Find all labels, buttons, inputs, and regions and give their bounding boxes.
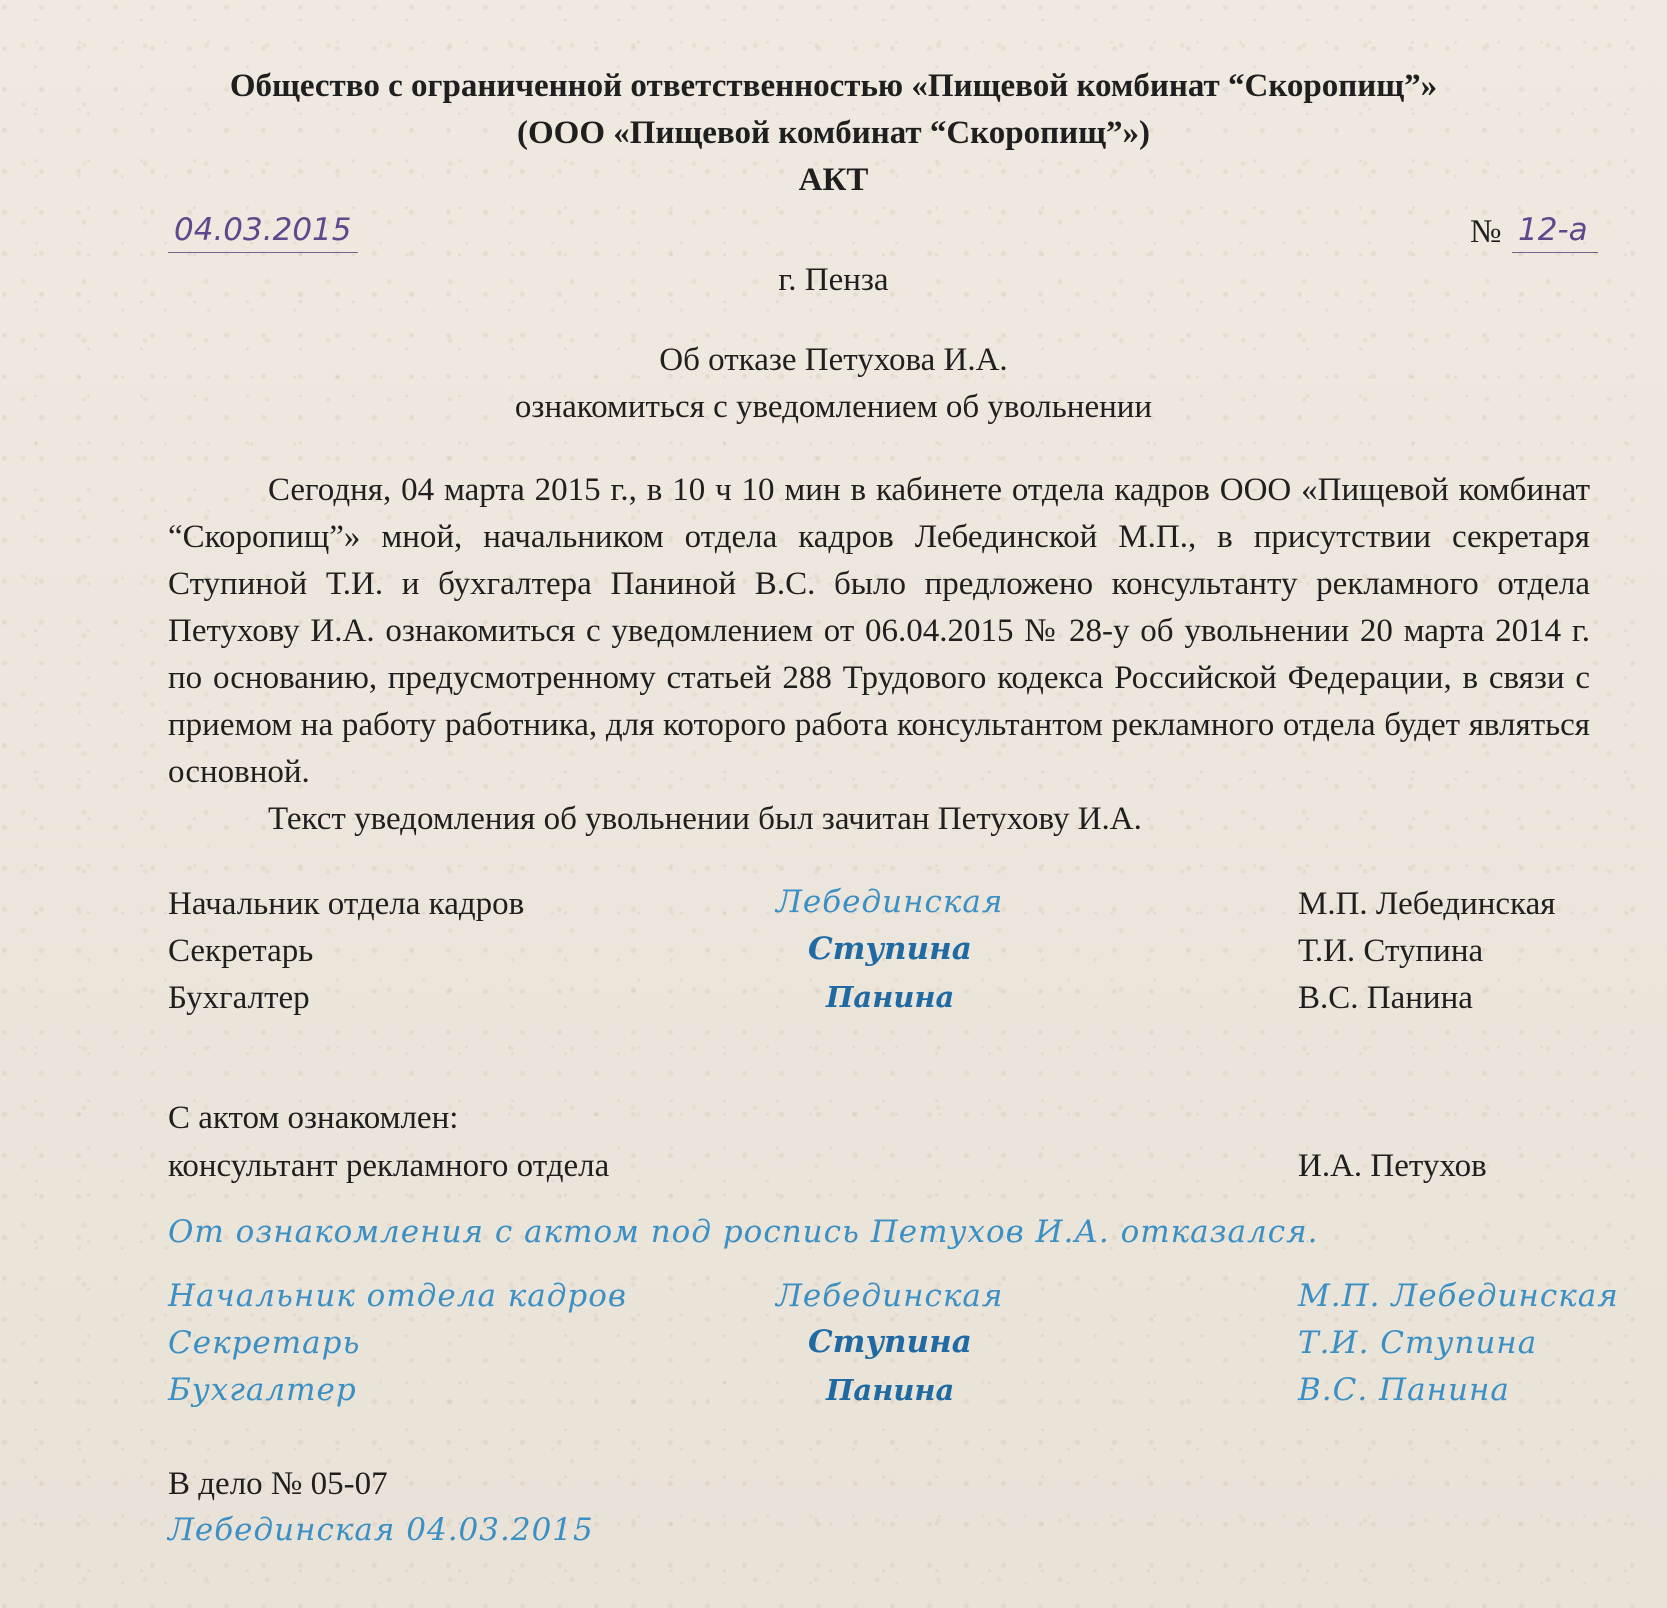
signature-handwritten: Лебединская	[776, 884, 1004, 920]
city: г. Пенза	[778, 262, 889, 298]
signature-handwritten: Ступина	[808, 931, 972, 967]
signer-name: В.С. Панина	[1298, 1372, 1510, 1408]
subject-line-1: Об отказе Петухова И.А.	[659, 342, 1008, 378]
body-paragraph-2: Текст уведомления об увольнении был зачитан Петухову И.А.	[268, 801, 1142, 837]
signer-position: Секретарь	[168, 1325, 361, 1361]
signer-position: Начальник отдела кадров	[168, 1278, 627, 1314]
signer-name: Т.И. Ступина	[1298, 1325, 1538, 1361]
acquainted-position: консультант рекламного отдела	[168, 1148, 610, 1184]
signer-position: Бухгалтер	[168, 1372, 357, 1408]
body-paragraph-1: Сегодня, 04 марта 2015 г., в 10 ч 10 мин в кабинете отдела кадров ООО «Пищевой комбинат “Скоропищ”» мной, начальником отдела кадров Лебединской М.П., в присутствии секретаря Ступиной Т.И. и бухгалтера Паниной В.С. было предложено консультанту рекламного отдела Петухову И.А. ознакомиться с уведомлением от 06.04.2015 № 28-у об увольнении 20 марта 2014 г. по основанию, предусмотренному статьей 288 Трудового кодекса Российской Федерации, в связи с приемом на работу работника, для которого работа консультантом рекламного отдела будет являться основной.	[168, 472, 1590, 790]
acquainted-label: С актом ознакомлен:	[168, 1100, 459, 1136]
signer-position: Начальник отдела кадров	[168, 886, 525, 922]
signer-name: В.С. Панина	[1298, 980, 1473, 1016]
document-date: 04.03.2015	[168, 212, 358, 253]
signer-name: М.П. Лебединская	[1298, 886, 1556, 922]
refusal-note: От ознакомления с актом под роспись Петухов И.А. отказался.	[168, 1214, 1319, 1250]
signature-handwritten: Лебединская	[776, 1278, 1004, 1314]
signer-name: М.П. Лебединская	[1298, 1278, 1619, 1314]
filing-label: В дело № 05-07	[168, 1466, 388, 1502]
org-short-name: (ООО «Пищевой комбинат “Скоропищ”»)	[517, 115, 1150, 151]
subject-line-2: ознакомиться с уведомлением об увольнении	[514, 389, 1153, 425]
signer-name: Т.И. Ступина	[1298, 933, 1484, 969]
document-type: АКТ	[798, 162, 869, 198]
signature-handwritten: Панина	[826, 980, 955, 1014]
signature-handwritten: Панина	[826, 1373, 955, 1407]
filing-note: Лебединская 04.03.2015	[168, 1512, 594, 1548]
document-number: 12-а	[1512, 212, 1598, 253]
acquainted-name: И.А. Петухов	[1298, 1148, 1487, 1184]
org-full-name: Общество с ограниченной ответственностью «Пищевой комбинат “Скоропищ”»	[229, 68, 1438, 104]
number-label: №	[1470, 214, 1502, 250]
signer-position: Бухгалтер	[168, 980, 310, 1016]
signer-position: Секретарь	[168, 933, 314, 969]
signature-handwritten: Ступина	[808, 1324, 972, 1360]
